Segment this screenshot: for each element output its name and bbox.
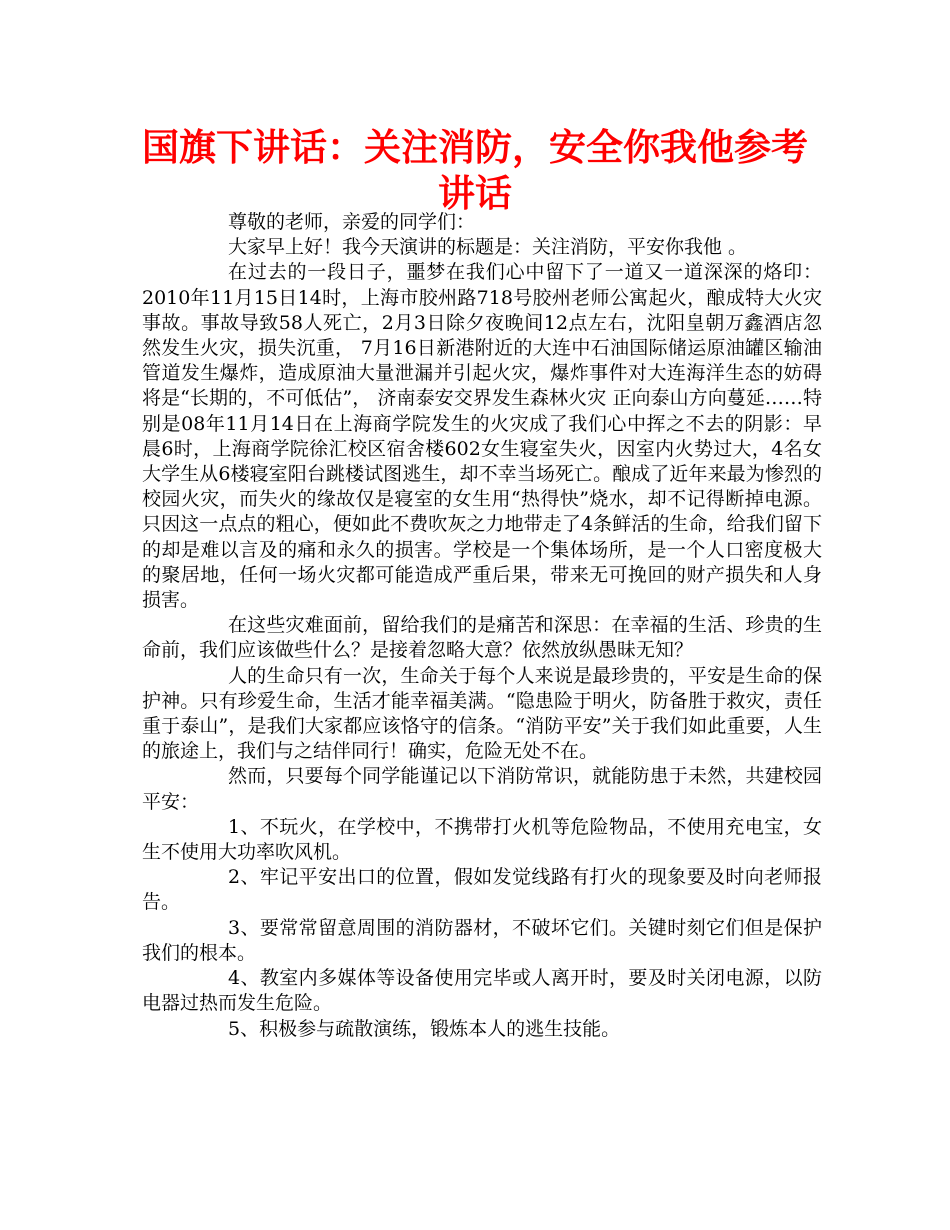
list-item: 1、不玩火，在学校中，不携带打火机等危险物品，不使用充电宝，女生不使用大功率吹风机。	[142, 815, 822, 864]
list-item: 4、教室内多媒体等设备使用完毕或人离开时，要及时关闭电源，以防电器过热而发生危险。	[142, 967, 822, 1015]
body-paragraph: 在这些灾难面前，留给我们的是痛苦和深思：在幸福的生活、珍贵的生命前，我们应该做些什么？是接着忽略大意？依然放纵愚昧无知？	[142, 614, 822, 662]
body-paragraph: 然而，只要每个同学能谨记以下消防常识，就能防患于未然，共建校园平安：	[142, 765, 822, 813]
body-paragraph: 在过去的一段日子，噩梦在我们心中留下了一道又一道深深的烙印：2010年11月15日14时，上海市胶州路718号胶州老师公寓起火，酿成特大火灾事故。事故导致58人死亡，2月3日除夕夜晚间12点左右，沈阳皇朝万鑫酒店忽然发生火灾，损失沉重， 7月16日新港附近的大连中石油国际储运原油罐区输油管道发生爆炸，造成原油大量泄漏并引起火灾，爆炸事件对大连海洋生态的妨碍将是“长期的，不可低估”， 济南泰安交界发生森林火灾 正向泰山方向蔓延……特别是08年11月14日在上海商学院发生的火灾成了我们心中挥之不去的阴影：早晨6时，上海商学院徐汇校区宿舍楼602女生寝室失火，因室内火势过大，4名女大学生从6楼寝室阳台跳楼试图逃生，却不幸当场死亡。酿成了近年来最为惨烈的校园火灾，而失火的缘故仅是寝室的女生用“热得快”烧水，却不记得断掉电源。只因这一点点的粗心，便如此不费吹灰之力地带走了4条鲜活的生命，给我们留下的却是难以言及的痛和永久的损害。学校是一个集体场所，是一个人口密度极大的聚居地，任何一场火灾都可能造成严重后果，带来无可挽回的财产损失和人身损害。	[142, 261, 822, 612]
document-body	[142, 210, 822, 1042]
list-item: 5、积极参与疏散演练，锻炼本人的逃生技能。	[228, 1017, 621, 1040]
list-item: 3、要常常留意周围的消防器材，不破坏它们。关键时刻它们但是保护我们的根本。	[142, 916, 822, 964]
body-paragraph: 人的生命只有一次，生命关于每个人来说是最珍贵的，平安是生命的保护神。只有珍爱生命，生活才能幸福美满。“隐患险于明火，防备胜于救灾，责任重于泰山”，是我们大家都应该恪守的信条。“消防平安”关于我们如此重要，人生的旅途上，我们与之结伴同行！确实，危险无处不在。	[142, 664, 822, 763]
salutation-paragraph: 尊敬的老师，亲爱的同学们：	[228, 211, 476, 233]
list-item: 2、牢记平安出口的位置，假如发觉线路有打火的现象要及时向老师报告。	[142, 866, 822, 914]
greeting-paragraph: 大家早上好！我今天演讲的标题是：关注消防，平安你我他 。	[228, 236, 748, 259]
document-title: 国旗下讲话：关注消防，安全你我他参考讲话	[142, 126, 808, 215]
